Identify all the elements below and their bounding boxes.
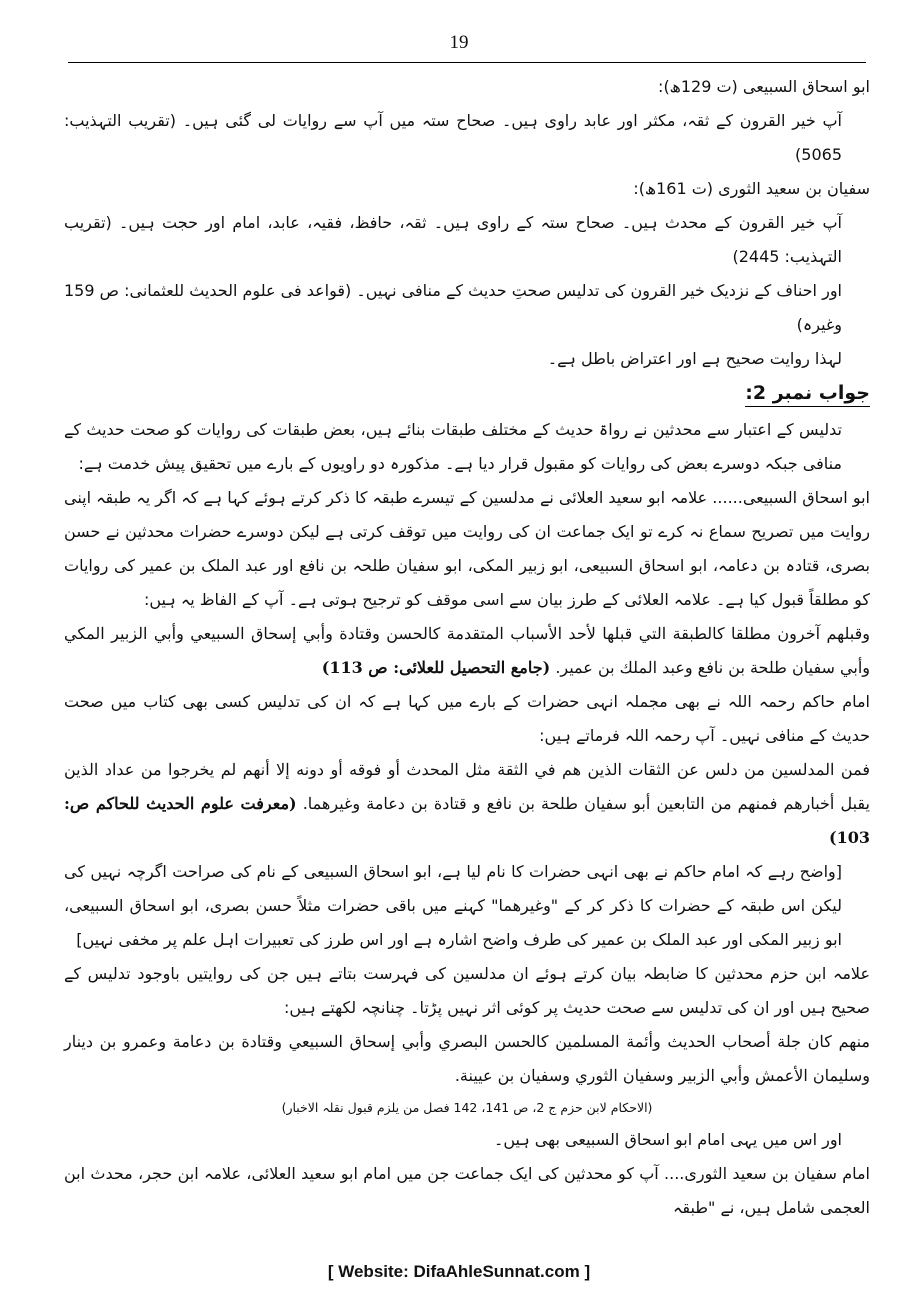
page-body — [64, 70, 870, 1225]
para-abu-ishaq: اور اس میں یہی امام ابو اسحاق السبیعی بھی ہیں۔ — [493, 1130, 842, 1149]
narrator1-desc: آپ خیر القرون کے ثقہ، مکثر اور عابد راوی ہیں۔ صحاح ستہ میں آپ سے روایات لی گئی ہیں۔ (تقریب التہذیب: 5065) — [64, 111, 842, 164]
conclusion: لہذا روایت صحیح ہے اور اعتراض باطل ہے۔ — [547, 349, 842, 368]
page-number: 19 — [449, 32, 469, 53]
narrator2-title: سفیان بن سعید الثوری (ت 161ھ): — [633, 179, 870, 198]
ref-alai: (جامع التحصیل للعلائی: ص 113) — [321, 658, 551, 677]
ref-hazm: (الاحکام لابن حزم ج 2، ص 141، 142 فصل من یلزم قبول نقلہ الاخبار) — [281, 1100, 653, 1115]
para-hakim: امام حاکم رحمہ اللہ نے بھی مجملہ انہی حضرات کے بارے میں کہا ہے کہ ان کی تدلیس کسی بھی کتاب میں صحت حدیث کے منافی نہیں۔ آپ رحمہ اللہ فرماتے ہیں: — [64, 692, 870, 745]
para-hazm: علامہ ابن حزم محدثین کا ضابطہ بیان کرتے ہوئے ان مدلسین کی فہرست بتاتے ہیں جن کی روایتیں باوجود تدلیس کے صحیح ہیں اور ان کی تدلیس سے صحت حدیث پر کوئی اثر نہیں پڑتا۔ چنانچہ لکھتے ہیں: — [64, 964, 871, 1017]
arabic-quote-hakim — [64, 753, 870, 855]
footer-website: [ Website: DifaAhleSunnat.com ] — [327, 1262, 591, 1281]
para-note: [واضح رہے کہ امام حاکم نے بھی انہی حضرات کا نام لیا ہے، ابو اسحاق السبیعی کے نام کی صراحت اگرچہ نہیں کی لیکن اس طبقہ کے حضرات کا ذکر کر کے "وغیرھما" کہنے میں باقی حضرات مثلاً حسن بصری، ابو اسحاق السبیعی، ابو زبیر المکی اور عبد الملک بن عمیر کی طرف واضح اشارہ ہے اور اس طرز کی تعبیرات اہل علم پر مخفی نہیں] — [64, 862, 842, 949]
arabic-quote-hazm: منهم كان جلة أصحاب الحديث وأئمة المسلمين كالحسن البصري وأبي إسحاق السبيعي وقتادة بن دعامة وعمرو بن دينار وسليمان الأعمش وأبي الزبير وسفيان الثوري وسفيان بن عيينة. — [64, 1032, 870, 1085]
ref-hakim: (معرفت علوم الحدیث للحاکم ص: 103) — [64, 794, 870, 847]
ahnaf-line: اور احناف کے نزدیک خیر القرون کی تدلیس صحتِ حدیث کے منافی نہیں۔ (قواعد فی علوم الحدیث للعثمانی: ص 159 وغیرہ) — [64, 281, 842, 334]
arabic-hakim-text: فمن المدلسين من دلس عن الثقات الذين هم في الثقة مثل المحدث أو فوقه أو دونه إلا أنهم لم يخرجوا من عداد الذين يقبل أخبارهم فمنهم من التابعين أبو سفيان طلحة بن نافع و قتادة بن دعامة وغيرهما. — [64, 760, 870, 813]
para-intro: تدلیس کے اعتبار سے محدثین نے رواۃ حدیث کے مختلف طبقات بنائے ہیں، بعض طبقات کی روایات کو صحت حدیث کے منافی جبکہ دوسرے بعض کی روایات کو مقبول قرار دیا ہے۔ مذکورہ دو راویوں کے بارے میں تحقیق پیش خدمت ہے: — [64, 420, 842, 473]
answer-heading: جواب نمبر 2: — [745, 380, 870, 407]
para-sufyan: امام سفیان بن سعید الثوری.... آپ کو محدثین کی ایک جماعت جن میں امام ابو سعید العلائی، علامہ ابن حجر، محدث ابن العجمی شامل ہیں، نے "طبقہ — [64, 1164, 870, 1217]
arabic-quote-alai — [64, 617, 870, 685]
narrator2-desc: آپ خیر القرون کے محدث ہیں۔ صحاح ستہ کے راوی ہیں۔ ثقہ، حافظ، فقیہ، عابد، امام اور حجت ہیں۔ (تقریب التہذیب: 2445) — [64, 213, 842, 266]
para-alai: ابو اسحاق السبیعی...... علامہ ابو سعید العلائی نے مدلسین کے تیسرے طبقہ کا ذکر کرتے ہوئے کہا ہے کہ اگر یہ طبقہ اپنی روایت میں تصریح سماع نہ کرے تو ایک جماعت ان کی روایت میں توقف کرتی ہے لیکن دوسرے حضرات محدثین نے حسن بصری، قتادہ بن دعامہ، ابو اسحاق السبیعی، ابو زبیر المکی، ابو سفیان طلحہ بن نافع اور عبد الملک بن عمیر کی روایات کو مطلقاً قبول کیا ہے۔ علامہ العلائی کے طرز بیان سے اسی موقف کو ترجیح ہوتی ہے۔ آپ کے الفاظ یہ ہیں: — [64, 488, 870, 609]
arabic-alai-text: وقبلهم آخرون مطلقا كالطبقة التي قبلها لأحد الأسباب المتقدمة كالحسن وقتادة وأبي إسحاق السبيعي وأبي الزبير المكي وأبي سفيان طلحة بن نافع وعبد الملك بن عمير. — [64, 624, 870, 677]
narrator1-title: ابو اسحاق السبیعی (ت 129ھ): — [658, 77, 870, 96]
header-rule — [68, 62, 866, 63]
